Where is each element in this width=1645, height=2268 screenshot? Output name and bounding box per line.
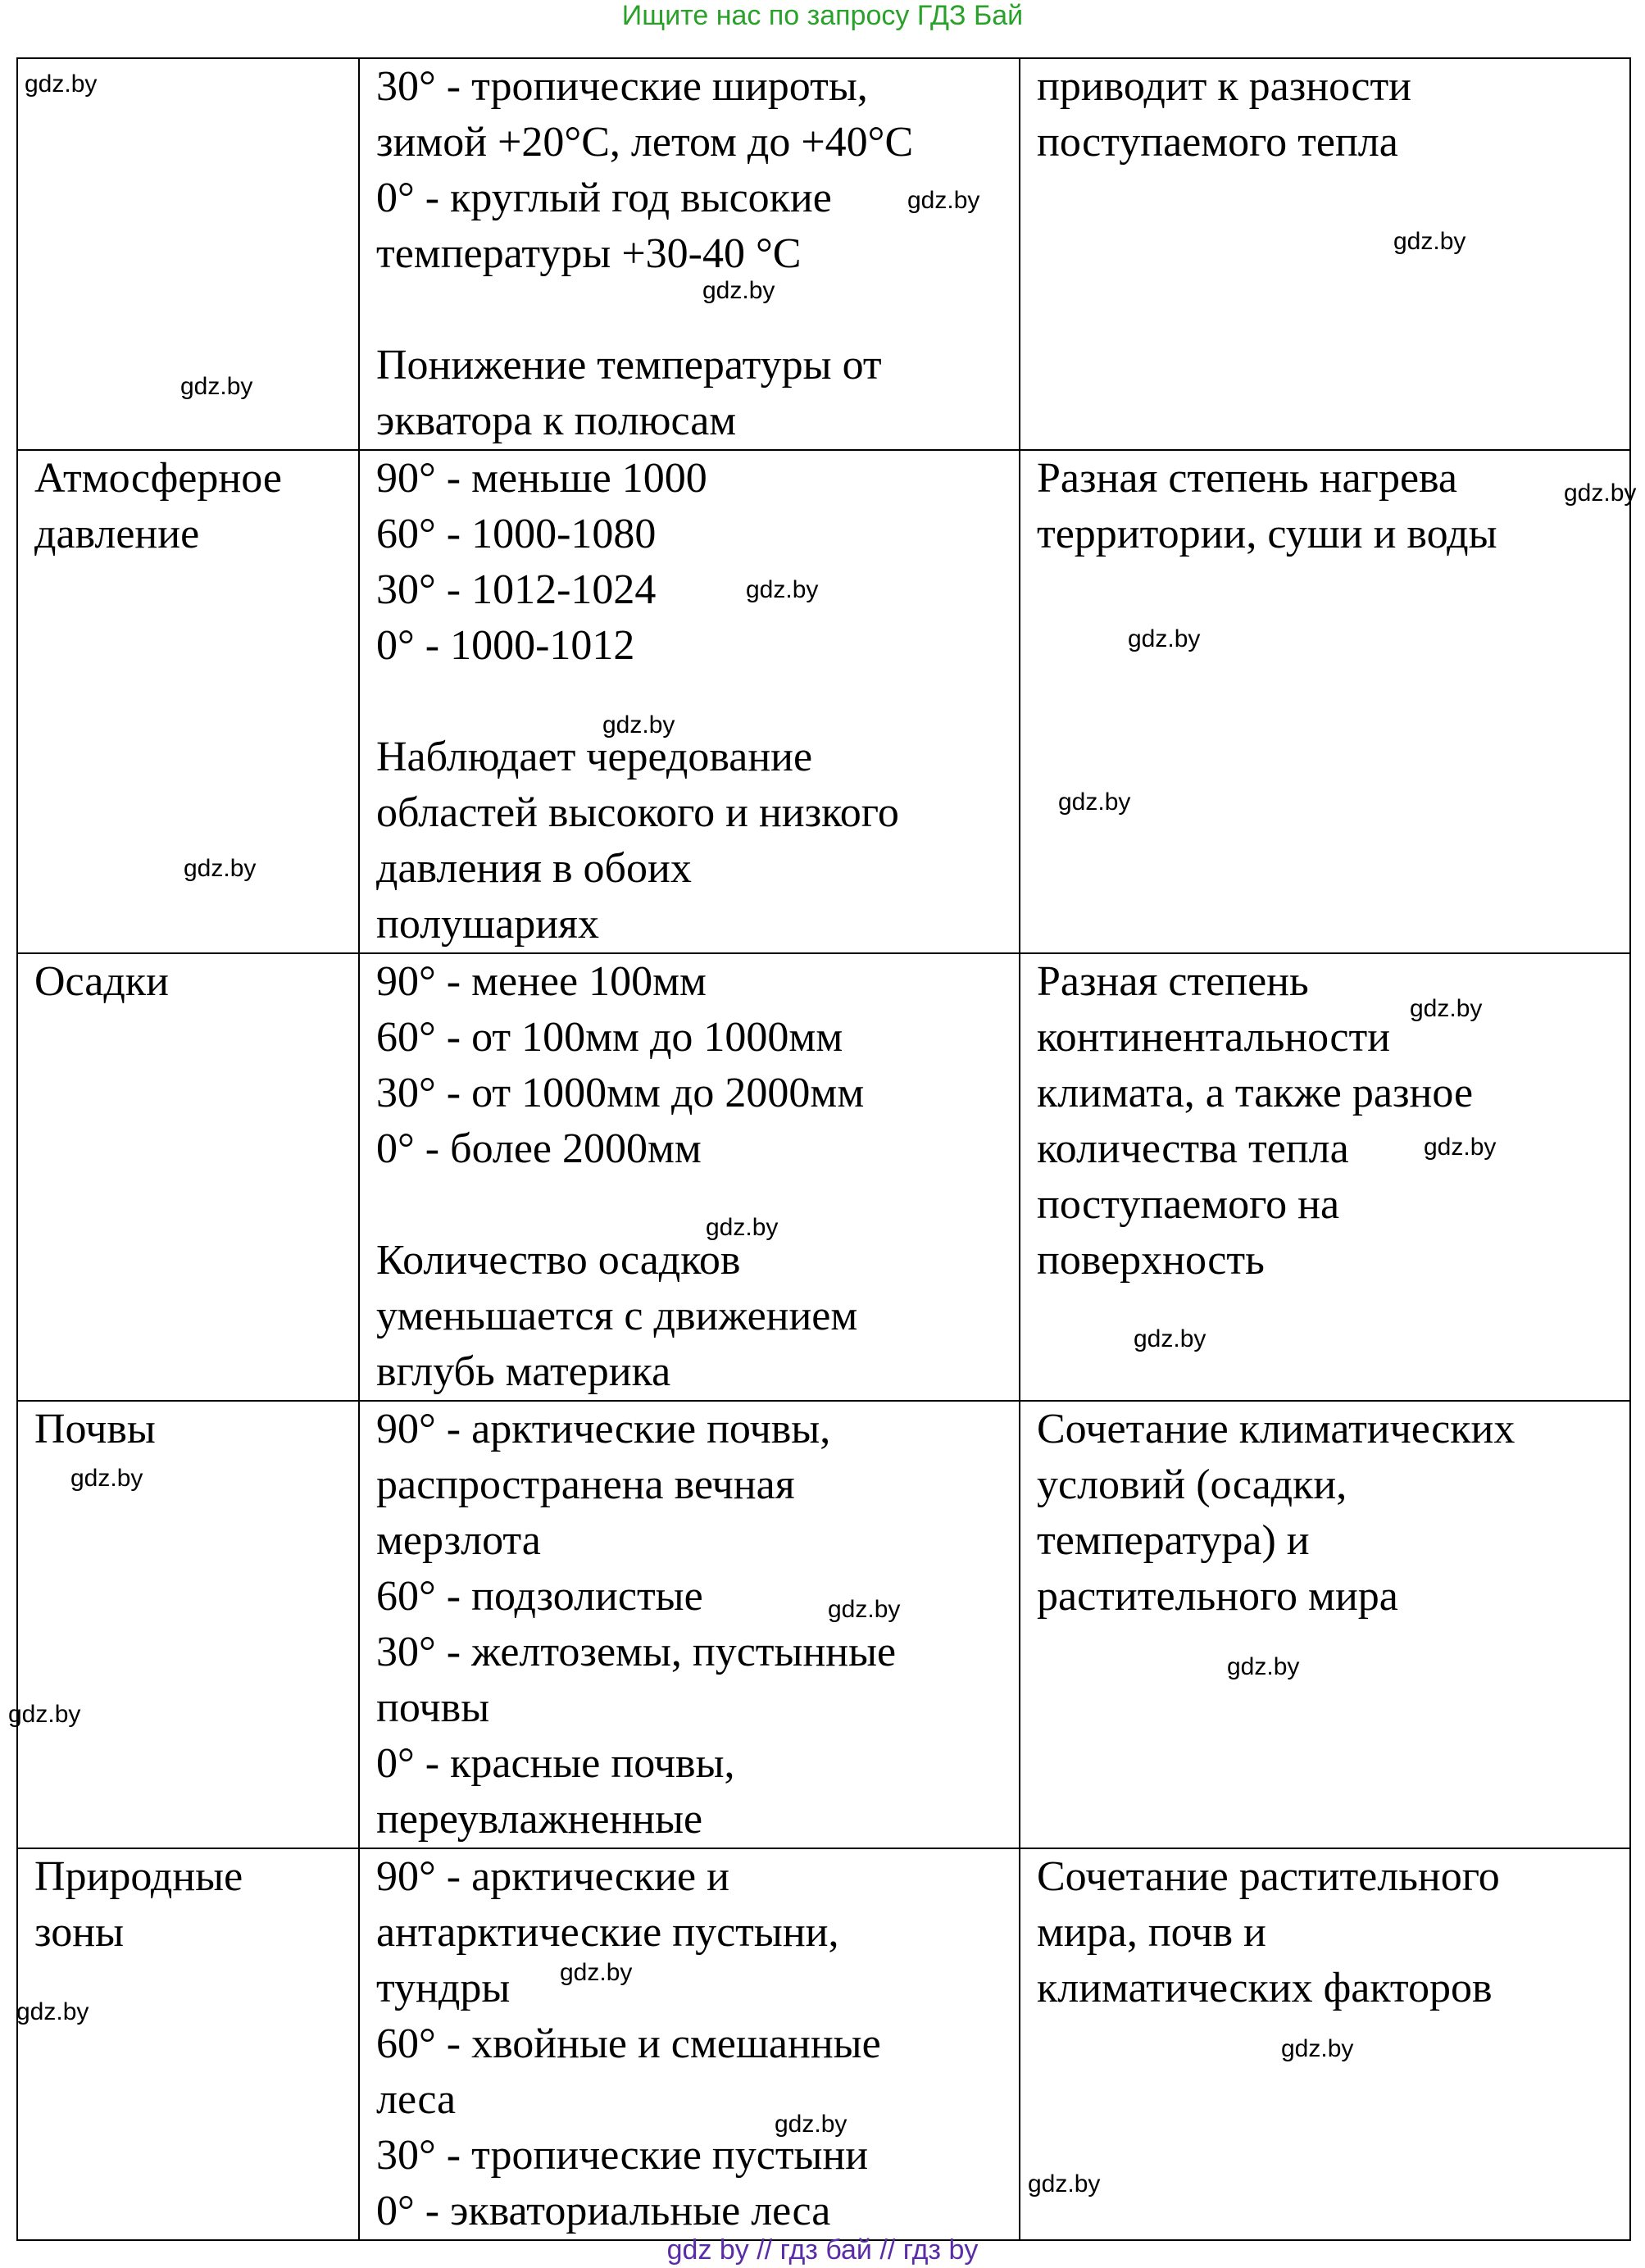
watermark: gdz.by (746, 576, 819, 603)
cell-values: 90° - арктические и антарктические пустыни, тундры 60° - хвойные и смешанные леса 30° - тропические пустыни 0° - экваториальные леса (359, 1848, 1020, 2240)
watermark: gdz.by (1128, 625, 1201, 652)
watermark: gdz.by (16, 1998, 89, 2025)
cell-reason: Сочетание климатических условий (осадки, температура) и растительного мира (1020, 1401, 1630, 1848)
cell-name: Осадки (17, 953, 359, 1401)
watermark: gdz.by (775, 2111, 847, 2138)
watermark: gdz.by (1134, 1325, 1206, 1352)
watermark: gdz.by (1281, 2035, 1354, 2062)
watermark: gdz.by (907, 187, 980, 214)
watermark: gdz.by (8, 1701, 81, 1728)
cell-values: 90° - арктические почвы, распространена вечная мерзлота 60° - подзолистые 30° - желтоземы, пустынные почвы 0° - красные почвы, переувлажненные (359, 1401, 1020, 1848)
table-row-temperature (17, 58, 1630, 450)
watermark: gdz.by (1393, 228, 1466, 255)
cell-values: 30° - тропические широты, зимой +20°С, летом до +40°С 0° - круглый год высокие температуры +30-40 °С Понижение температуры от экватора к полюсам (359, 58, 1020, 450)
watermark: gdz.by (706, 1214, 779, 1241)
geography-table (16, 57, 1631, 2241)
watermark: gdz.by (1028, 2170, 1101, 2198)
bottom-banner[interactable]: gdz by // гдз бай // гдз by (666, 2234, 979, 2266)
cell-reason: Сочетание растительного мира, почв и климатических факторов (1020, 1848, 1630, 2240)
watermark: gdz.by (1058, 789, 1131, 816)
watermark: gdz.by (702, 277, 775, 304)
cell-reason: приводит к разности поступаемого тепла (1020, 58, 1630, 450)
cell-name: Природные зоны (17, 1848, 359, 2240)
watermark: gdz.by (25, 70, 98, 98)
watermark: gdz.by (1227, 1653, 1300, 1680)
table-row-natural-zones (17, 1848, 1630, 2240)
watermark: gdz.by (1424, 1134, 1497, 1161)
cell-name: Почвы (17, 1401, 359, 1848)
top-banner[interactable]: Ищите нас по запросу ГДЗ Бай (621, 0, 1024, 31)
watermark: gdz.by (828, 1596, 901, 1623)
watermark: gdz.by (184, 855, 257, 882)
table-row-precipitation (17, 953, 1630, 1401)
cell-reason: Разная степень континентальности климата, а также разное количества тепла поступаемого на поверхность (1020, 953, 1630, 1401)
table-row-pressure (17, 450, 1630, 953)
watermark: gdz.by (180, 373, 253, 400)
watermark: gdz.by (70, 1465, 143, 1492)
cell-values: 90° - менее 100мм 60° - от 100мм до 1000мм 30° - от 1000мм до 2000мм 0° - более 2000мм Количество осадков уменьшается с движением вглубь материка (359, 953, 1020, 1401)
cell-reason: Разная степень нагрева территории, суши и воды (1020, 450, 1630, 953)
watermark: gdz.by (602, 711, 675, 739)
table-row-soils (17, 1401, 1630, 1848)
watermark: gdz.by (1564, 480, 1637, 507)
watermark: gdz.by (560, 1959, 633, 1986)
watermark: gdz.by (1410, 995, 1483, 1022)
cell-values: 90° - меньше 1000 60° - 1000-1080 30° - 1012-1024 0° - 1000-1012 Наблюдает чередование областей высокого и низкого давления в обоих полушариях (359, 450, 1020, 953)
cell-name: Атмосферное давление (17, 450, 359, 953)
